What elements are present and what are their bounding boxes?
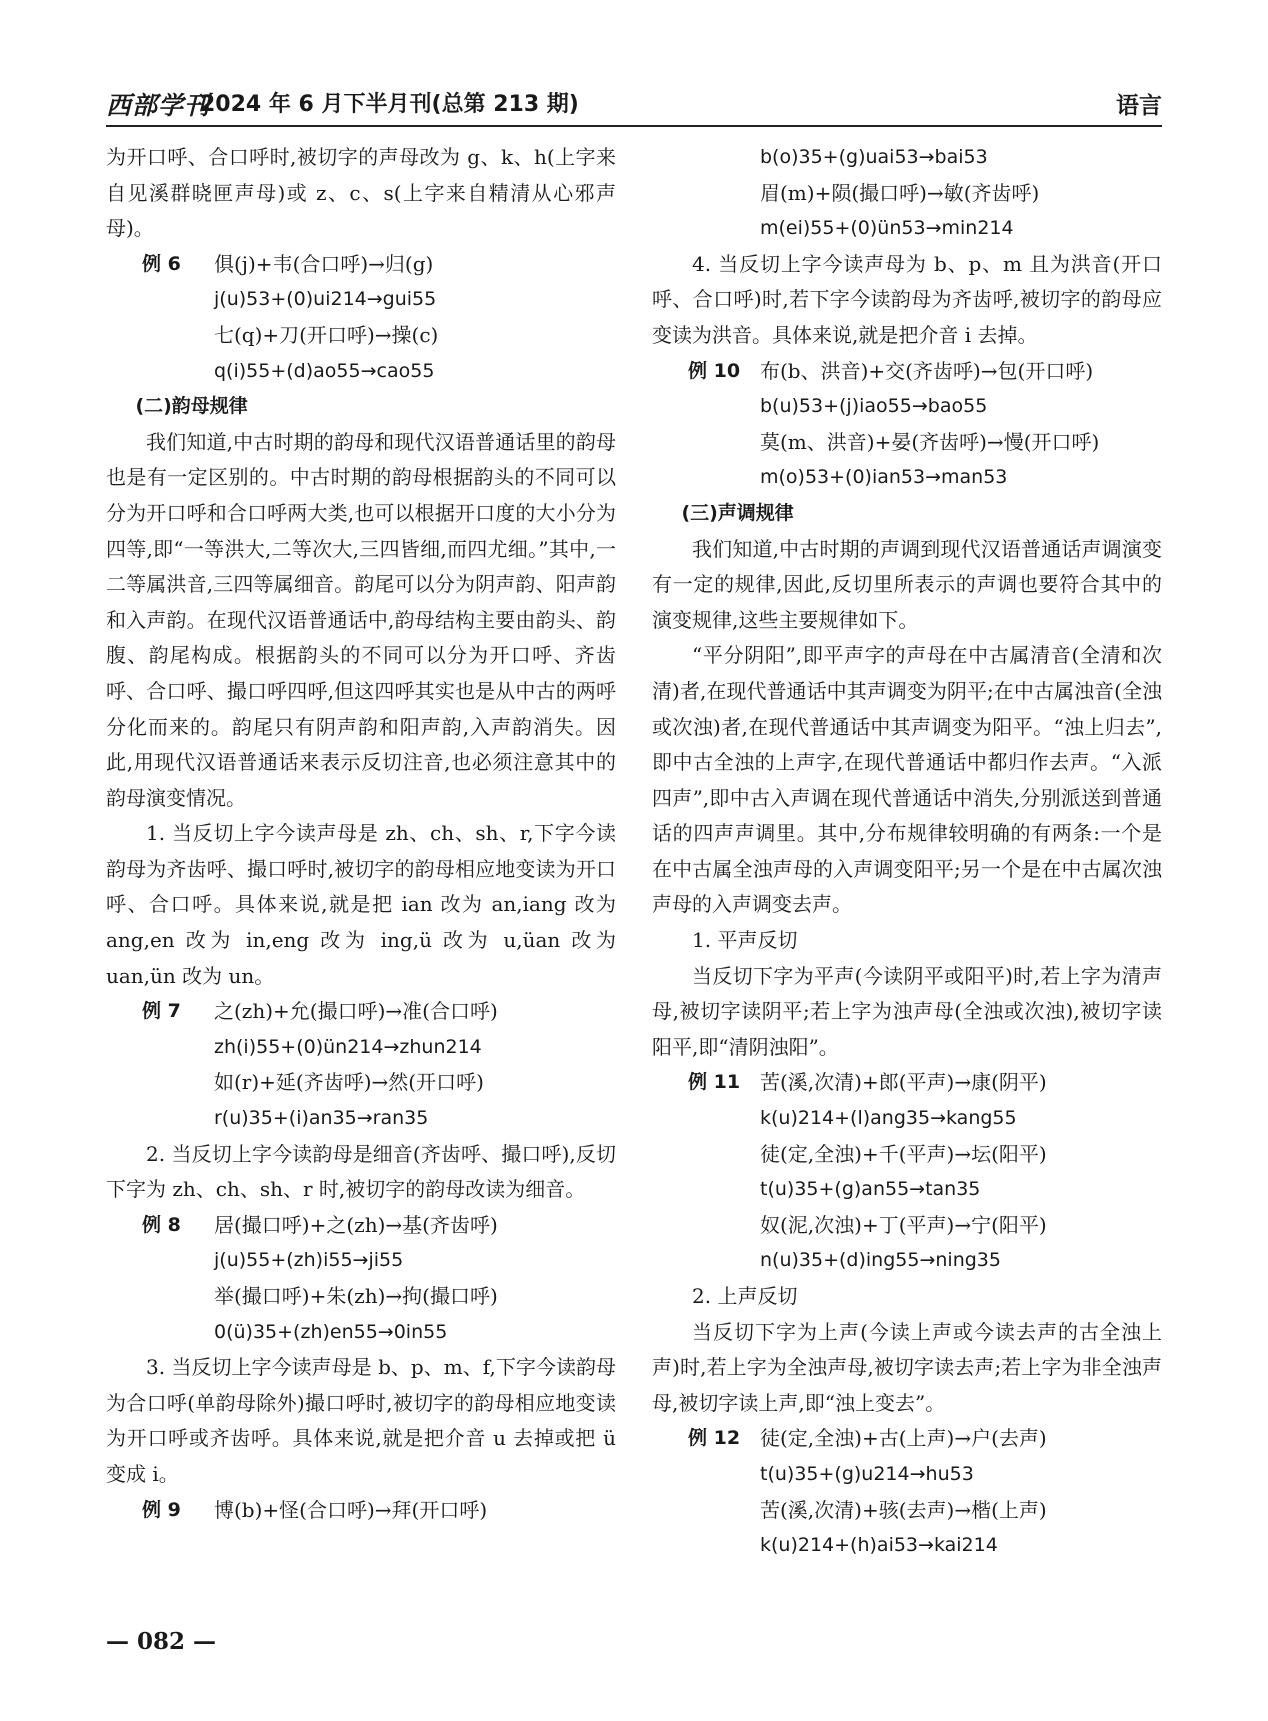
subsection-title: 2. 上声反切 <box>692 1284 798 1308</box>
paragraph: “平分阴阳”,即平声字的声母在中古属清音(全清和次清)者,在现代普通话中其声调变为阴平;在中古属浊音(全浊或次浊)者,在现代普通话中其声调变为阳平。“浊上归去”,即中古全浊的上声字,在现代普通话中都归作去声。“入派四声”,即中古入声调在现代普通话中消失,分别派送到普通话的四声声调里。其中,分布规律较明确的有两条:一个是在中古属全浊声母的入声调变阳平;另一个是在中古属次浊声母的入声调变去声。 <box>652 643 1162 917</box>
example-formula: zh(i)55+(0)ün214→zhun214 <box>214 1035 482 1058</box>
paragraph: 我们知道,中古时期的声调到现代汉语普通话声调演变有一定的规律,因此,反切里所表示的声调也要符合其中的演变规律,这些主要规律如下。 <box>652 536 1162 632</box>
right-column <box>652 140 1162 1564</box>
example-text: 居(撮口呼)+之(zh)→基(齐齿呼) <box>214 1212 498 1237</box>
example-formula: k(u)214+(h)ai53→kai214 <box>760 1534 998 1557</box>
example-text: 七(q)+刀(开口呼)→操(c) <box>214 322 439 347</box>
example-formula: b(o)35+(g)uai53→bai53 <box>760 146 988 168</box>
example-label: 例 11 <box>688 1071 741 1094</box>
example-formula: t(u)35+(g)u214→hu53 <box>760 1462 974 1485</box>
example-label: 例 10 <box>688 359 741 382</box>
example-text: 如(r)+延(齐齿呼)→然(开口呼) <box>214 1070 484 1095</box>
paragraph: 为开口呼、合口呼时,被切字的声母改为 g、k、h(上字来自见溪群晓匣声母)或 z、c、s(上字来自精清从心邪声母)。 <box>106 145 616 241</box>
example-text: 举(撮口呼)+朱(zh)→拘(撮口呼) <box>214 1284 498 1308</box>
example-8-line <box>106 1208 616 1244</box>
example-label: 例 6 <box>142 252 181 275</box>
header-rule <box>106 125 1162 127</box>
paragraph: 4. 当反切上字今读声母为 b、p、m 且为洪音(开口呼、合口呼)时,若下字今读韵母为齐齿呼,被切字的韵母应变读为洪音。具体来说,就是把介音 i 去掉。 <box>652 251 1162 347</box>
example-6-line <box>106 247 616 283</box>
example-text: 奴(泥,次浊)+丁(平声)→宁(阳平) <box>760 1212 1047 1237</box>
example-text: 博(b)+怪(合口呼)→拜(开口呼) <box>214 1497 488 1522</box>
example-9-line <box>106 1493 616 1529</box>
example-text: 俱(j)+韦(合口呼)→归(g) <box>214 251 434 276</box>
example-label: 例 12 <box>688 1427 741 1450</box>
example-formula: m(o)53+(0)ian53→man53 <box>760 466 1008 489</box>
example-text: 眉(m)+陨(撮口呼)→敏(齐齿呼) <box>760 180 1040 205</box>
example-7-line <box>106 994 616 1030</box>
example-text: 徒(定,全浊)+千(平声)→坛(阳平) <box>760 1141 1047 1166</box>
section-heading: (二)韵母规律 <box>135 395 248 418</box>
example-formula: m(ei)55+(0)ün53→min214 <box>760 217 1014 240</box>
paragraph: 当反切下字为上声(今读上声或今读去声的古全浊上声)时,若上字为全浊声母,被切字读去声;若上字为非全浊声母,被切字读上声,即“浊上变去”。 <box>652 1319 1162 1415</box>
example-text: 布(b、洪音)+交(齐齿呼)→包(开口呼) <box>760 358 1094 383</box>
paragraph: 3. 当反切上字今读声母是 b、p、m、f,下字今读韵母为合口呼(单韵母除外)撮口呼时,被切字的韵母相应地变读为开口呼或齐齿呼。具体来说,就是把介音 u 去掉或把 ü 变成 i。 <box>106 1355 616 1486</box>
example-formula: r(u)35+(i)an35→ran35 <box>214 1107 429 1130</box>
left-column <box>106 140 616 1528</box>
example-formula: j(u)53+(0)ui214→gui55 <box>214 288 437 311</box>
example-12-line <box>652 1421 1162 1457</box>
page-header <box>106 86 1162 126</box>
example-10-line <box>652 354 1162 390</box>
example-label: 例 8 <box>142 1213 181 1236</box>
subsection-title: 1. 平声反切 <box>692 928 798 953</box>
paragraph: 2. 当反切上字今读韵母是细音(齐齿呼、撮口呼),反切下字为 zh、ch、sh、r 时,被切字的韵母改读为细音。 <box>106 1141 616 1202</box>
example-text: 徒(定,全浊)+古(上声)→户(去声) <box>760 1426 1047 1451</box>
example-text: 之(zh)+允(撮口呼)→准(合口呼) <box>214 999 498 1024</box>
paragraph: 当反切下字为平声(今读阴平或阳平)时,若上字为清声母,被切字读阴平;若上字为浊声母(全浊或次浊),被切字读阳平,即“清阴浊阳”。 <box>652 963 1162 1059</box>
example-text: 苦(溪,次清)+骇(去声)→楷(上声) <box>760 1497 1047 1522</box>
page-number: — 082 — <box>106 1628 217 1655</box>
section-heading: (三)声调规律 <box>681 501 794 524</box>
paragraph: 1. 当反切上字今读声母是 zh、ch、sh、r,下字今读韵母为齐齿呼、撮口呼时,被切字的韵母相应地变读为开口呼、合口呼。具体来说,就是把 ian 改为 an,iang 改为 ang,en 改为 in,eng 改为 ing,ü 改为 u,üan 改为 uan,ün 改为 un。 <box>106 821 616 988</box>
example-formula: t(u)35+(g)an55→tan35 <box>760 1178 981 1201</box>
example-formula: k(u)214+(l)ang35→kang55 <box>760 1107 1017 1130</box>
example-label: 例 7 <box>142 1000 181 1023</box>
example-formula: n(u)35+(d)ing55→ning35 <box>760 1249 1001 1272</box>
issue-info: 2024 年 6 月下半月刊(总第 213 期) <box>200 92 579 117</box>
example-formula: 0(ü)35+(zh)en55→0in55 <box>214 1320 448 1343</box>
section-label: 语言 <box>1116 93 1162 119</box>
example-formula: b(u)53+(j)iao55→bao55 <box>760 395 988 418</box>
example-11-line <box>652 1065 1162 1101</box>
example-formula: j(u)55+(zh)i55→ji55 <box>214 1249 404 1272</box>
example-label: 例 9 <box>142 1498 181 1521</box>
example-formula: q(i)55+(d)ao55→cao55 <box>214 359 435 382</box>
example-text: 莫(m、洪音)+晏(齐齿呼)→慢(开口呼) <box>760 429 1100 454</box>
journal-logo: 西部学刊 <box>106 91 211 120</box>
paragraph: 我们知道,中古时期的韵母和现代汉语普通话里的韵母也是有一定区别的。中古时期的韵母根据韵头的不同可以分为开口呼和合口呼两大类,也可以根据开口度的大小分为四等,即“一等洪大,二等次大,三四皆细,而四尤细。”其中,一二等属洪音,三四等属细音。韵尾可以分为阴声韵、阳声韵和入声韵。在现代汉语普通话中,韵母结构主要由韵头、韵腹、韵尾构成。根据韵头的不同可以分为开口呼、齐齿呼、合口呼、撮口呼四呼,但这四呼其实也是从中古的两呼分化而来的。韵尾只有阴声韵和阳声韵,入声韵消失。因此,用现代汉语普通话来表示反切注音,也必须注意其中的韵母演变情况。 <box>106 429 616 810</box>
example-text: 苦(溪,次清)+郎(平声)→康(阴平) <box>760 1070 1047 1095</box>
